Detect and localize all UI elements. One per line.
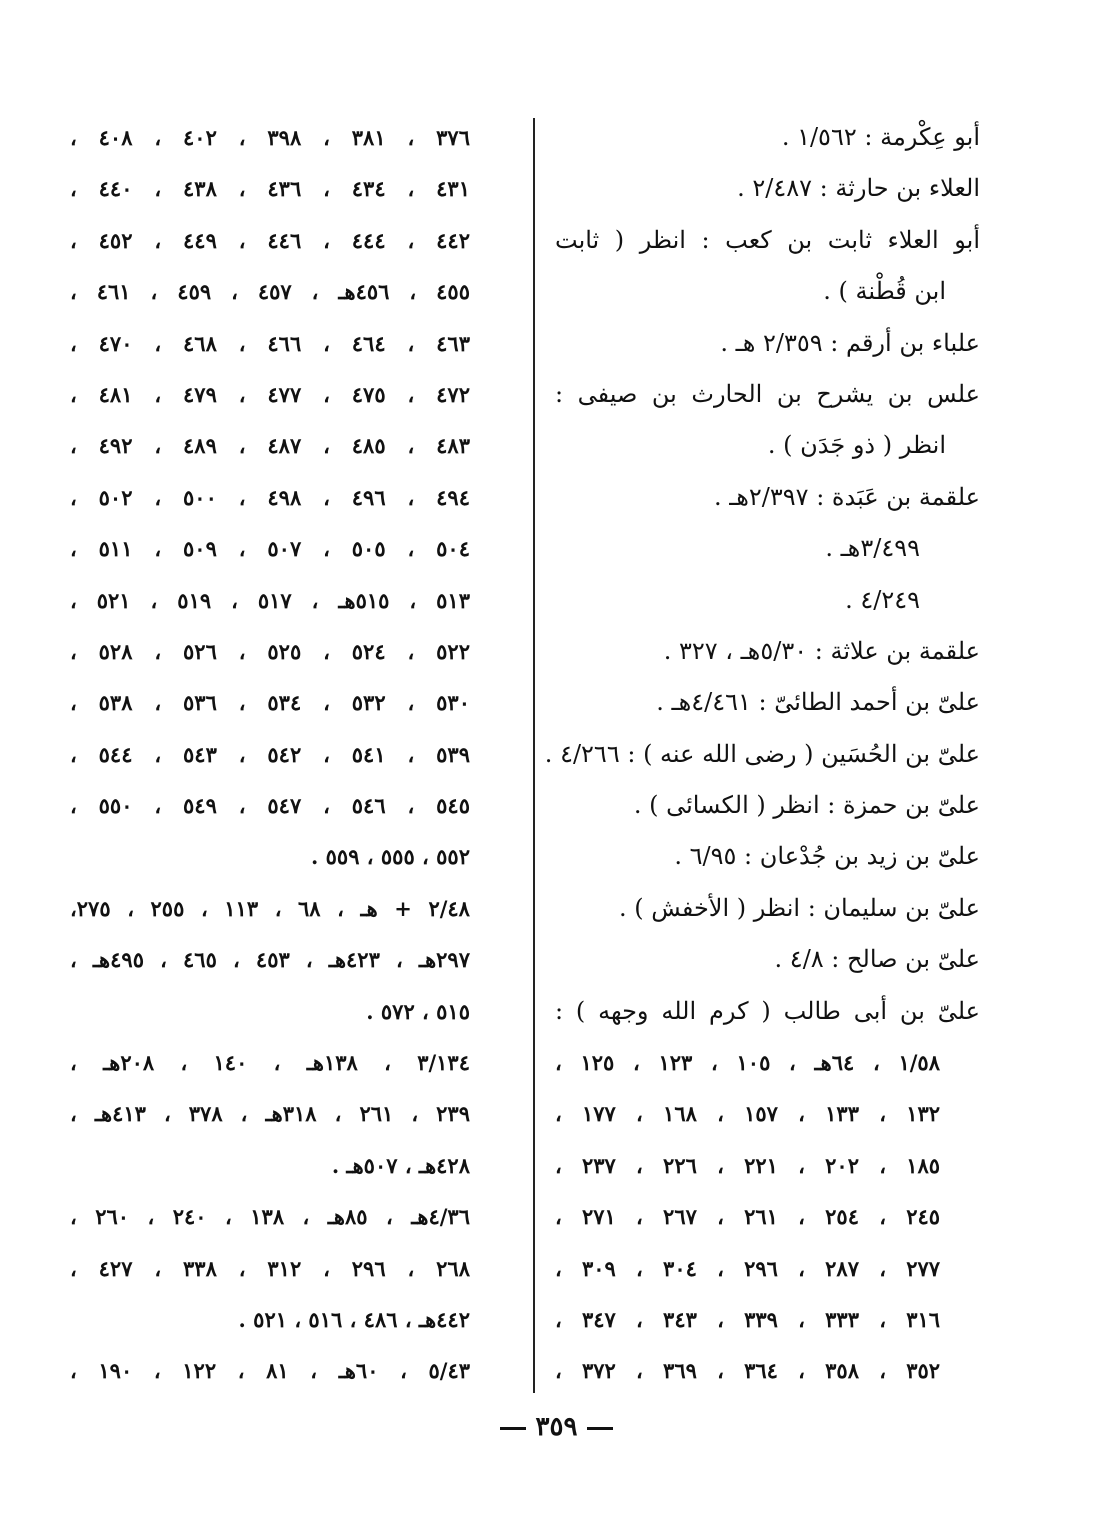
index-entry: علىّ بن أحمد الطائىّ : ٤/٤٦١هـ .	[656, 688, 980, 717]
index-entry: علىّ بن أبى طالب ( كرم الله وجهه ) :	[555, 996, 980, 1025]
page-reference-line: ٢٧٧ ، ٢٨٧ ، ٢٩٦ ، ٣٠٤ ، ٣٠٩ ،	[555, 1255, 941, 1281]
page-reference-line: ٥٣٩ ، ٥٤١ ، ٥٤٢ ، ٥٤٣ ، ٥٤٤ ،	[70, 741, 470, 767]
index-entry: علىّ بن صالح : ٤/٨ .	[774, 945, 980, 974]
page-reference-line: ٤٤٢ ، ٤٤٤ ، ٤٤٦ ، ٤٤٩ ، ٤٥٢ ،	[70, 227, 470, 253]
column-divider	[533, 118, 535, 1393]
page-reference-line: ٢٣٩ ، ٢٦١ ، ٣١٨هـ ، ٣٧٨ ، ٤١٣هـ ،	[70, 1101, 470, 1127]
page-reference-line: ٥١٣ ، ٥١٥هـ ، ٥١٧ ، ٥١٩ ، ٥٢١ ،	[70, 587, 470, 613]
page-number-text: ٣٥٩	[535, 1412, 578, 1442]
index-entry: أبو العلاء ثابت بن كعب : انظر ( ثابت	[555, 225, 980, 254]
page-reference-line: ٥٠٤ ، ٥٠٥ ، ٥٠٧ ، ٥٠٩ ، ٥١١ ،	[70, 536, 470, 562]
page-reference-line: ٤٥٥ ، ٤٥٦هـ ، ٤٥٧ ، ٤٥٩ ، ٤٦١ ،	[70, 279, 470, 305]
page-reference-line: ٤٢٨هـ ، ٥٠٧هـ .	[331, 1152, 470, 1178]
page-reference-line: ٥٣٠ ، ٥٣٢ ، ٥٣٤ ، ٥٣٦ ، ٥٣٨ ،	[70, 690, 470, 716]
page-reference-line: ٤٧٢ ، ٤٧٥ ، ٤٧٧ ، ٤٧٩ ، ٤٨١ ،	[70, 381, 470, 407]
index-entry: علىّ بن سليمان : انظر ( الأخفش ) .	[618, 893, 980, 922]
index-entry: علباء بن أرقم : ٢/٣٥٩ هـ .	[720, 328, 980, 357]
index-entry-continuation: انظر ( ذو جَدَن ) .	[767, 431, 946, 460]
index-entry: علىّ بن الحُسَين ( رضى الله عنه ) : ٤/٢٦٦ .	[544, 739, 980, 768]
page-reference-line: ٣/١٣٤ ، ١٣٨هـ ، ١٤٠ ، ٢٠٨هـ ،	[70, 1050, 470, 1076]
page-reference-line: ٤٦٣ ، ٤٦٤ ، ٤٦٦ ، ٤٦٨ ، ٤٧٠ ،	[70, 330, 470, 356]
index-entry: علىّ بن حمزة : انظر ( الكسائى ) .	[633, 791, 980, 820]
index-entry: أبو عِكْرمة : ١/٥٦٢ .	[781, 123, 980, 151]
page-number-dash	[587, 1427, 613, 1430]
page-reference-line: ٤/٣٦هـ ، ٨٥هـ ، ١٣٨ ، ٢٤٠ ، ٢٦٠ ،	[70, 1204, 470, 1230]
index-entry-continuation: ٤/٢٤٩ .	[845, 585, 920, 614]
index-entry: علس بن يشرح بن الحارث بن صيفى :	[555, 379, 980, 408]
page-reference-line: ١/٥٨ ، ٦٤هـ ، ١٠٥ ، ١٢٣ ، ١٢٥ ،	[555, 1050, 940, 1076]
page-reference-line: ١٨٥ ، ٢٠٢ ، ٢٢١ ، ٢٢٦ ، ٢٣٧ ،	[555, 1152, 941, 1178]
page-reference-line: ٤٣١ ، ٤٣٤ ، ٤٣٦ ، ٤٣٨ ، ٤٤٠ ،	[70, 176, 470, 202]
page-number-dash	[500, 1427, 526, 1430]
page-reference-line: ٥١٥ ، ٥٧٢ .	[366, 998, 470, 1024]
page-reference-line: ٤٨٣ ، ٤٨٥ ، ٤٨٧ ، ٤٨٩ ، ٤٩٢ ،	[70, 433, 470, 459]
index-entry: علقمة بن عَبَدة : ٢/٣٩٧هـ .	[713, 482, 980, 511]
page-reference-line: ٢/٤٨ + هـ ، ٦٨ ، ١١٣ ، ٢٥٥ ، ٢٧٥،	[70, 895, 470, 921]
left-column	[70, 112, 470, 1397]
page-reference-line: ٣١٦ ، ٣٣٣ ، ٣٣٩ ، ٣٤٣ ، ٣٤٧ ،	[555, 1306, 941, 1332]
index-entry-continuation: ابن قُطْنة ) .	[823, 277, 946, 306]
page-reference-line: ٢٦٨ ، ٢٩٦ ، ٣١٢ ، ٣٣٨ ، ٤٢٧ ،	[70, 1255, 470, 1281]
page-reference-line: ١٣٢ ، ١٣٣ ، ١٥٧ ، ١٦٨ ، ١٧٧ ،	[555, 1101, 941, 1127]
index-entry: علقمة بن علاثة : ٥/٣٠هـ ، ٣٢٧ .	[663, 636, 980, 665]
page-reference-line: ٥٤٥ ، ٥٤٦ ، ٥٤٧ ، ٥٤٩ ، ٥٥٠ ،	[70, 793, 470, 819]
right-column	[544, 112, 980, 1397]
page-reference-line: ٤٩٤ ، ٤٩٦ ، ٤٩٨ ، ٥٠٠ ، ٥٠٢ ،	[70, 484, 470, 510]
page-reference-line: ٣٥٢ ، ٣٥٨ ، ٣٦٤ ، ٣٦٩ ، ٣٧٢ ،	[555, 1358, 941, 1384]
index-entry-continuation: ٣/٤٩٩هـ .	[825, 534, 920, 563]
page-reference-line: ٢٩٧هـ ، ٤٢٣هـ ، ٤٥٣ ، ٤٦٥ ، ٤٩٥هـ ،	[70, 947, 470, 973]
page-reference-line: ٤٤٢هـ ، ٤٨٦ ، ٥١٦ ، ٥٢١ .	[238, 1306, 470, 1332]
page-reference-line: ٥/٤٣ ، ٦٠هـ ، ٨١ ، ١٢٢ ، ١٩٠ ،	[70, 1358, 471, 1384]
page-reference-line: ٢٤٥ ، ٢٥٤ ، ٢٦١ ، ٢٦٧ ، ٢٧١ ،	[555, 1204, 941, 1230]
page-reference-line: ٥٢٢ ، ٥٢٤ ، ٥٢٥ ، ٥٢٦ ، ٥٢٨ ،	[70, 638, 470, 664]
index-entry: علىّ بن زيد بن جُدْعان : ٦/٩٥ .	[674, 842, 980, 871]
page-reference-line: ٣٧٦ ، ٣٨١ ، ٣٩٨ ، ٤٠٢ ، ٤٠٨ ،	[70, 125, 470, 150]
page-reference-line: ٥٥٢ ، ٥٥٥ ، ٥٥٩ .	[311, 844, 470, 870]
page-number	[0, 1412, 1113, 1442]
index-entry: العلاء بن حارثة : ٢/٤٨٧ .	[737, 174, 980, 203]
